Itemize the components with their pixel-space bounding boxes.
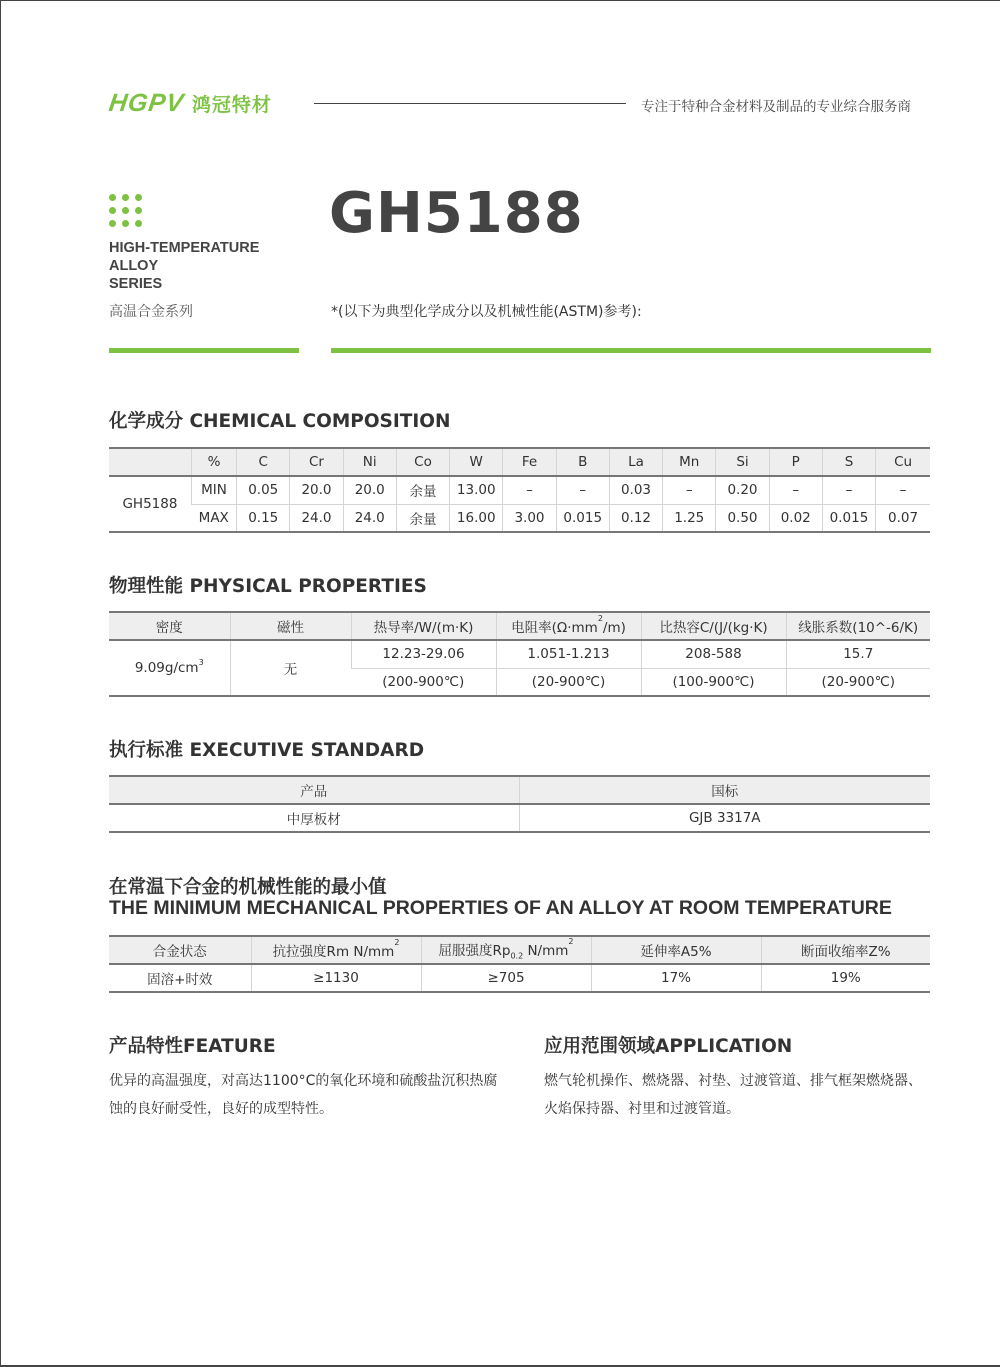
- executive-standard-table: [109, 775, 930, 833]
- header-resistivity: 电阻率$(\Omega\cdot mm^2/m)$: [496, 612, 641, 640]
- product-cell: 中厚板材: [286, 812, 341, 828]
- header-elongation: 延伸率A5%: [591, 936, 761, 964]
- value-cell: 1.051-1.213: [496, 640, 641, 668]
- header-element: Mn: [663, 448, 716, 476]
- composition-value-cell: –: [876, 476, 930, 504]
- header-expansion: 线胀系数(10^-6/K): [786, 612, 930, 640]
- header-tensile-strength: 抗拉强度Rm $N/mm^2$: [251, 936, 421, 964]
- table-row: [109, 804, 930, 832]
- mechanical-title-cn: 在常温下合金的机械性能的最小值: [109, 877, 387, 898]
- header-element: Fe: [503, 448, 556, 476]
- dot-grid-icon: [109, 194, 145, 228]
- header-blank: [109, 448, 191, 476]
- composition-value-cell: 0.02: [769, 504, 822, 532]
- header-thermal-conductivity: 热导率/W/(m·K): [351, 612, 496, 640]
- composition-value-cell: –: [503, 476, 556, 504]
- value-cell: 208-588: [641, 640, 786, 668]
- physical-properties-table: [109, 611, 930, 697]
- header-national-standard: 国标: [519, 776, 930, 804]
- series-chinese: 高温合金系列: [109, 304, 193, 320]
- header-magnetic: 磁性: [230, 612, 351, 640]
- value-cell: 15.7: [786, 640, 930, 668]
- composition-value-cell: –: [556, 476, 609, 504]
- composition-value-cell: 0.05: [237, 476, 290, 504]
- table-row: [109, 476, 930, 504]
- composition-value-cell: –: [769, 476, 822, 504]
- header-element: %: [191, 448, 236, 476]
- header-element: S: [822, 448, 875, 476]
- composition-value-cell: 16.00: [450, 504, 503, 532]
- value-cell: 12.23-29.06: [351, 640, 496, 668]
- limit-label-cell: MAX: [191, 504, 236, 532]
- composition-value-cell: 余量: [396, 476, 449, 504]
- composition-value-cell: 0.03: [609, 476, 662, 504]
- header-element: B: [556, 448, 609, 476]
- composition-value-cell: 0.015: [822, 504, 875, 532]
- range-cell: (20-900℃): [496, 668, 641, 696]
- composition-value-cell: 0.15: [237, 504, 290, 532]
- header-tagline: 专注于特种合金材料及制品的专业综合服务商: [641, 99, 911, 115]
- header-specific-heat: 比热容C/(J/(kg·K): [641, 612, 786, 640]
- table-row: [109, 504, 930, 532]
- standard-section-title: 执行标准 EXECUTIVE STANDARD: [109, 740, 425, 761]
- table-header-row: [109, 776, 930, 804]
- logo-cn-text: 鸿冠特材: [191, 94, 272, 116]
- physical-section-title: 物理性能 PHYSICAL PROPERTIES: [109, 576, 427, 597]
- table-row: [109, 964, 930, 992]
- series-line-3: SERIES: [109, 276, 163, 292]
- composition-value-cell: 0.20: [716, 476, 769, 504]
- header-divider: [314, 103, 626, 104]
- magnetic-cell: 无: [230, 640, 351, 696]
- application-text: 燃气轮机操作、燃烧器、衬垫、过渡管道、排气框架燃烧器、火焰保持器、衬里和过渡管道。: [544, 1073, 922, 1117]
- series-line-1: HIGH-TEMPERATURE: [109, 240, 260, 256]
- header-element: Ni: [343, 448, 396, 476]
- feature-title: 产品特性FEATURE: [109, 1036, 276, 1057]
- product-title: GH5188: [329, 181, 584, 246]
- company-logo: [109, 89, 272, 118]
- composition-value-cell: 24.0: [290, 504, 343, 532]
- composition-value-cell: 0.015: [556, 504, 609, 532]
- logo-latin-text: HGPV: [107, 89, 186, 117]
- accent-bar-left: [109, 348, 299, 353]
- chemical-composition-table: [109, 447, 930, 533]
- limit-label-cell: MIN: [191, 476, 236, 504]
- tensile-cell: ≥1130: [251, 964, 421, 992]
- composition-value-cell: 0.12: [609, 504, 662, 532]
- header-yield-strength: 屈服强度$Rp_{0.2}$ $N/mm^2$: [421, 936, 591, 964]
- header-element: Co: [396, 448, 449, 476]
- range-cell: (20-900℃): [786, 668, 930, 696]
- composition-value-cell: 0.50: [716, 504, 769, 532]
- standard-cell: GJB 3317A: [519, 804, 930, 832]
- table-header-row: [109, 936, 930, 964]
- header-element: La: [609, 448, 662, 476]
- header-density: 密度: [155, 620, 183, 636]
- header-element: Cr: [290, 448, 343, 476]
- mechanical-title-en: THE MINIMUM MECHANICAL PROPERTIES OF AN ALLOY AT ROOM TEMPERATURE: [109, 897, 892, 919]
- header-element: P: [769, 448, 822, 476]
- reduction-cell: 19%: [761, 964, 930, 992]
- composition-value-cell: –: [663, 476, 716, 504]
- density-cell: $9.09g/cm^3$: [134, 658, 204, 676]
- series-english: [109, 239, 259, 293]
- chemical-section-title: 化学成分 CHEMICAL COMPOSITION: [109, 411, 451, 432]
- application-title: 应用范围领域APPLICATION: [544, 1036, 793, 1057]
- header-element: W: [450, 448, 503, 476]
- series-line-2: ALLOY: [109, 258, 159, 274]
- composition-value-cell: 余量: [396, 504, 449, 532]
- header-reduction-of-area: 断面收缩率Z%: [761, 936, 930, 964]
- header-element: C: [237, 448, 290, 476]
- composition-value-cell: 3.00: [503, 504, 556, 532]
- composition-value-cell: 20.0: [343, 476, 396, 504]
- range-cell: (200-900℃): [351, 668, 496, 696]
- state-cell: 固溶+时效: [147, 972, 213, 988]
- composition-value-cell: 13.00: [450, 476, 503, 504]
- yield-cell: ≥705: [421, 964, 591, 992]
- grade-cell: GH5188: [122, 496, 178, 512]
- elongation-cell: 17%: [591, 964, 761, 992]
- feature-text: 优异的高温强度，对高达1100°C的氧化环境和硫酸盐沉积热腐蚀的良好耐受性，良好的成型特性。: [109, 1073, 498, 1117]
- header-alloy-state: 合金状态: [152, 944, 207, 960]
- header-product: 产品: [300, 784, 328, 800]
- composition-value-cell: 1.25: [663, 504, 716, 532]
- composition-value-cell: 0.07: [876, 504, 930, 532]
- table-row: [109, 640, 930, 668]
- accent-bar-right: [331, 348, 931, 353]
- table-header-row: [109, 612, 930, 640]
- table-header-row: [109, 448, 930, 476]
- mechanical-properties-table: [109, 935, 930, 993]
- composition-value-cell: 24.0: [343, 504, 396, 532]
- composition-value-cell: 20.0: [290, 476, 343, 504]
- header-element: Cu: [876, 448, 930, 476]
- header-element: Si: [716, 448, 769, 476]
- composition-value-cell: –: [822, 476, 875, 504]
- range-cell: (100-900℃): [641, 668, 786, 696]
- product-note: *(以下为典型化学成分以及机械性能(ASTM)参考):: [331, 304, 642, 320]
